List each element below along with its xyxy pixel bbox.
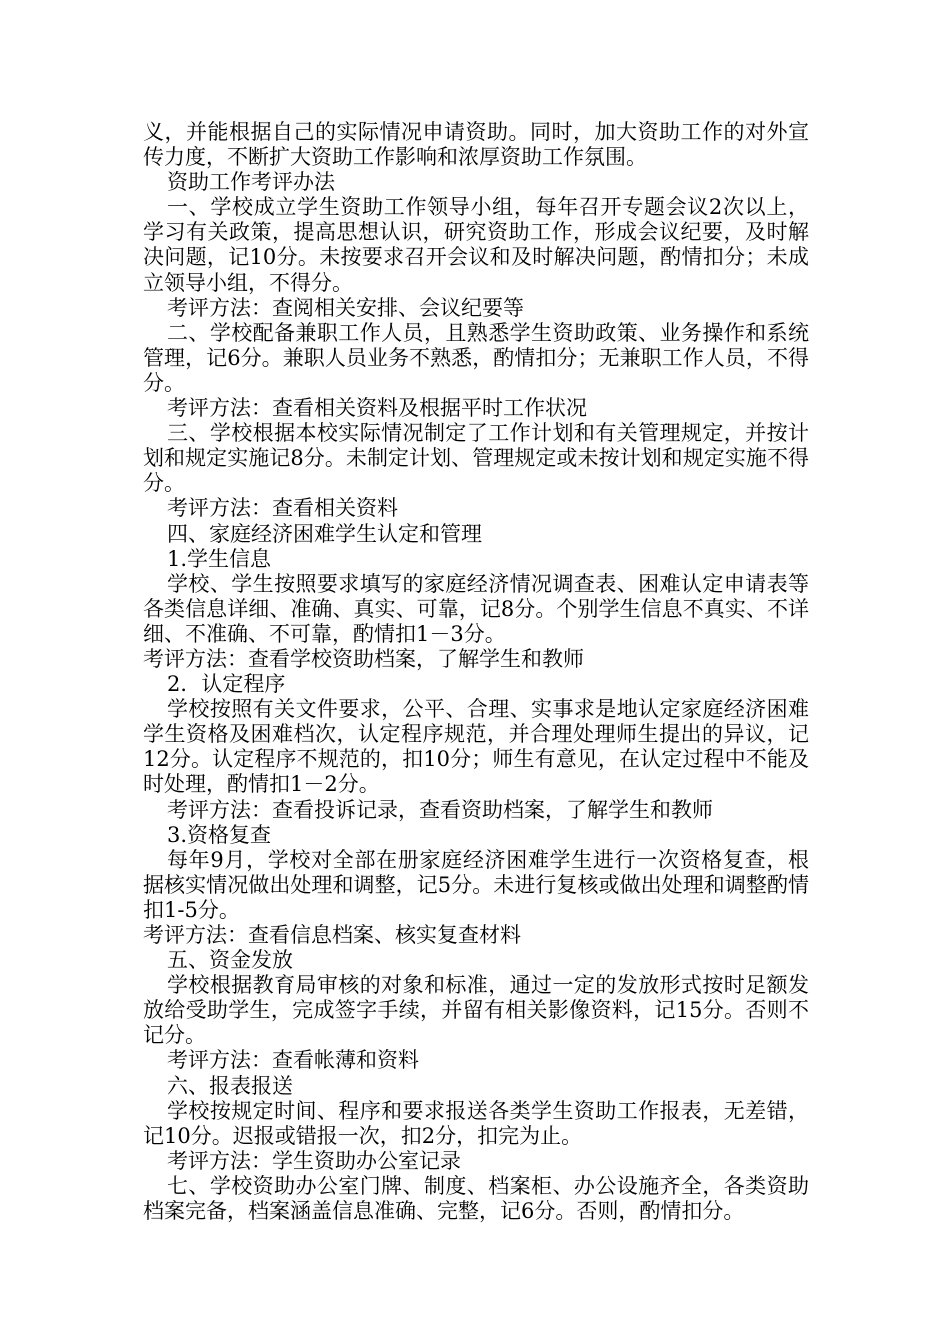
paragraph-intro-continuation: 义，并能根据自己的实际情况申请资助。同时，加大资助工作的对外宣传力度，不断扩大资助工作影响和浓厚资助工作氛围。 [143,120,809,170]
paragraph-item-5-heading: 五、资金发放 [167,948,293,973]
paragraph-subitem-4-1: 学校、学生按照要求填写的家庭经济情况调查表、困难认定申请表等各类信息详细、准确、真实、可靠，记8分。个别学生信息不真实、不详细、不准确、不可靠，酌情扣1－3分。 [143,571,809,646]
paragraph-subitem-4-3: 每年9月，学校对全部在册家庭经济困难学生进行一次资格复查，根据核实情况做出处理和调整，记5分。未进行复核或做出处理和调整酌情扣1-5分。 [143,847,809,922]
paragraph-method-5: 考评方法：查看帐薄和资料 [167,1048,419,1073]
paragraph-subitem-4-3-heading: 3.资格复查 [167,822,272,847]
paragraph-subitem-4-1-heading: 1.学生信息 [167,546,272,571]
paragraph-method-6: 考评方法：学生资助办公室记录 [167,1148,461,1173]
paragraph-subitem-4-2-heading: 2．认定程序 [167,672,286,697]
paragraph-item-3: 三、学校根据本校实际情况制定了工作计划和有关管理规定，并按计划和规定实施记8分。未制定计划、管理规定或未按计划和规定实施不得分。 [143,421,809,496]
paragraph-item-4-heading: 四、家庭经济困难学生认定和管理 [167,521,482,546]
document-page [143,120,809,1224]
paragraph-subitem-4-2: 学校按照有关文件要求，公平、合理、实事求是地认定家庭经济困难学生资格及困难档次，认定程序规范，并合理处理师生提出的异议，记12分。认定程序不规范的，扣10分；师生有意见，在认定过程中不能及时处理，酌情扣1－2分。 [143,697,809,797]
paragraph-method-4-3: 考评方法：查看信息档案、核实复查材料 [143,923,521,947]
paragraph-item-5: 学校根据教育局审核的对象和标准，通过一定的发放形式按时足额发放给受助学生，完成签字手续，并留有相关影像资料，记15分。否则不记分。 [143,973,809,1048]
paragraph-method-4-1: 考评方法：查看学校资助档案，了解学生和教师 [143,646,584,671]
paragraph-method-3: 考评方法：查看相关资料 [167,496,398,521]
section-heading-evaluation-method: 资助工作考评办法 [167,170,335,195]
paragraph-item-6: 学校按规定时间、程序和要求报送各类学生资助工作报表，无差错，记10分。迟报或错报一次，扣2分，扣完为止。 [143,1098,809,1148]
paragraph-item-7: 七、学校资助办公室门牌、制度、档案柜、办公设施齐全，各类资助档案完备，档案涵盖信息准确、完整，记6分。否则，酌情扣分。 [143,1173,809,1224]
paragraph-item-6-heading: 六、报表报送 [167,1073,293,1098]
paragraph-item-2: 二、学校配备兼职工作人员，且熟悉学生资助政策、业务操作和系统管理，记6分。兼职人员业务不熟悉，酌情扣分；无兼职工作人员，不得分。 [143,320,809,395]
paragraph-method-1: 考评方法：查阅相关安排、会议纪要等 [167,295,524,320]
paragraph-method-2: 考评方法：查看相关资料及根据平时工作状况 [167,396,587,421]
paragraph-method-4-2: 考评方法：查看投诉记录，查看资助档案，了解学生和教师 [167,797,713,822]
paragraph-item-1: 一、学校成立学生资助工作领导小组，每年召开专题会议2次以上，学习有关政策，提高思想认识，研究资助工作，形成会议纪要，及时解决问题，记10分。未按要求召开会议和及时解决问题，酌情扣分；未成立领导小组，不得分。 [143,195,809,295]
